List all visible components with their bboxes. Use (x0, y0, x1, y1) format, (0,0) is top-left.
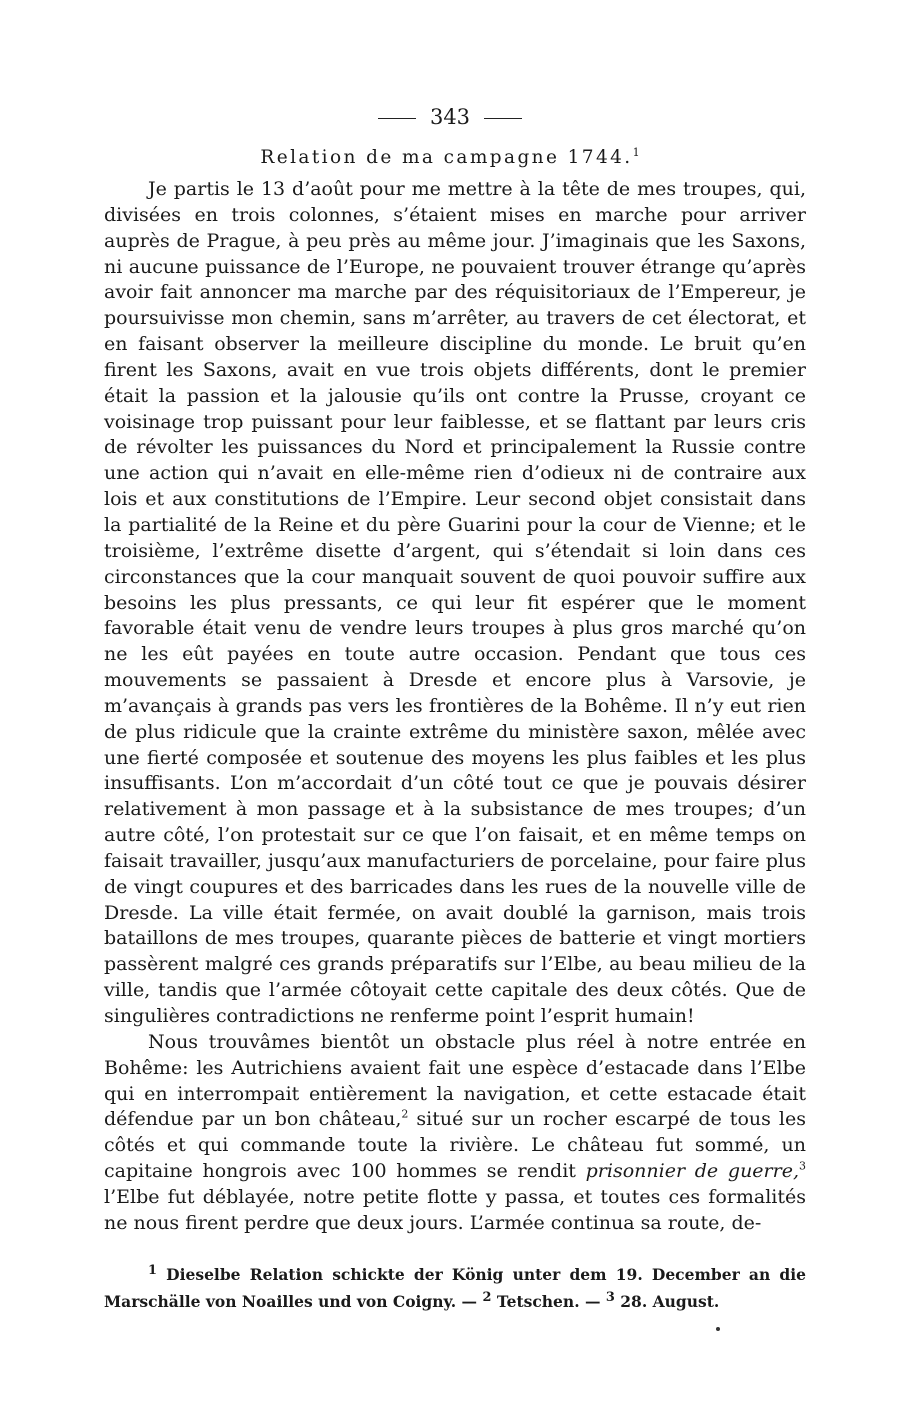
paragraph-1: Je partis le 13 d’août pour me mettre à la tête de mes troupes, qui, divisées en trois colonnes, s’étaient mises en marche pour arriver auprès de Prague, à peu près au même jour. J’imaginais que les Saxons, ni aucune puissance de l’Europe, ne pouvaient trouver étrange qu’après avoir fait annoncer ma marche par des réquisitoriaux de l’Empereur, je poursuivisse mon chemin, sans m’arrêter, au travers de cet électorat, et en faisant observer la meilleure discipline du monde. Le bruit qu’en firent les Saxons, avait en vue trois objets différents, dont le premier était la passion et la jalousie qu’ils ont contre la Prusse, croyant ce voisinage trop puissant pour leur faiblesse, et se flattant par leurs cris de révolter les puissances du Nord et principalement la Russie contre une action qui n’avait en elle-même rien d’odieux ni de contraire aux lois et aux constitutions de l’Empire. Leur second objet consistait dans la partialité de la Reine et du père Guarini pour la cour de Vienne; et le troisième, l’extrême disette d’argent, qui s’étendait si loin dans ces circonstances que la cour manquait souvent de quoi pouvoir suffire aux besoins les plus pressants, ce qui leur fit espérer que le moment favorable était venu de vendre leurs troupes à plus gros marché qu’on ne les eût payées en toute autre occasion. Pendant que tous ces mouvements se passaient à Dresde et encore plus à Varsovie, je m’avançais à grands pas vers les frontières de la Bohême. Il n’y eut rien de plus ridicule que la crainte extrême du ministère saxon, mêlée avec une fierté composée et soutenue des moyens les plus faibles et les plus insuffisants. L’on m’accordait d’un côté tout ce que je pouvais désirer relativement à mon passage et à la subsistance de mes troupes; d’un autre côté, l’on protestait sur ce que l’on faisait, et en même temps on faisait travailler, jusqu’aux manufacturiers de porcelaine, pour faire plus de vingt coupures et des barricades dans les rues de la nouvelle ville de Dresde. La ville était fermée, on avait doublé la garnison, mais trois bataillons de mes troupes, quarante pièces de batterie et vingt mortiers passèrent malgré ces grands préparatifs sur l’Elbe, au beau milieu de la ville, tandis que l’armée côtoyait cette capitale des deux côtés. Que de singulières contradictions ne renferme point l’esprit humain! (104, 178, 806, 1027)
footnote-text-2: Tetschen. — (491, 1292, 606, 1312)
footnote-text-3: 28. August. (614, 1292, 720, 1312)
footnote-ref-1: 1 (632, 145, 640, 159)
paragraph-2 (104, 1030, 806, 1237)
page-number: 343 (429, 105, 471, 129)
paragraph-2-part-a: Nous trouvâmes bientôt un obstacle plus réel à notre entrée en Bohême: les Autrichiens avaient fait une espèce d’estacade dans l’Elbe qui en interrompait entièrement la navigation, et cette estacade était défendue par un bon château, (104, 1030, 806, 1131)
paragraph-2-italic: prisonnier de guerre, (585, 1160, 799, 1183)
footnotes (104, 1259, 806, 1313)
paragraph-2-part-c: l’Elbe fut déblayée, notre petite flotte y passa, et toutes ces formalités ne nous firent perdre que deux jours. L’armée continua sa route, de- (104, 1185, 806, 1234)
section-title (0, 145, 900, 171)
footnote-marker-3: 3 (605, 1290, 615, 1306)
ink-speck (716, 1327, 720, 1331)
footnote-ref-3: 3 (799, 1159, 806, 1173)
footnote-marker-2: 2 (482, 1290, 492, 1306)
footnote-paragraph (104, 1259, 806, 1313)
paragraph-2-part-b: situé sur un rocher escarpé de tous les côtés et qui commande toute la rivière. Le château fut sommé, un capitaine hongrois avec 100 hommes se rendit (104, 1108, 806, 1183)
header-left-rule (378, 118, 416, 119)
footnote-marker-1: 1 (148, 1263, 157, 1278)
body-text (104, 177, 806, 1237)
header-right-rule (484, 118, 522, 119)
footnote-text-1: Dieselbe Relation schickte der König unter dem 19. December an die Marschälle von Noailles und von Coigny. — (104, 1265, 806, 1312)
page-header (0, 102, 900, 132)
footnote-ref-2: 2 (401, 1108, 409, 1122)
section-title-text: Relation de ma campagne 1744. (260, 147, 633, 168)
